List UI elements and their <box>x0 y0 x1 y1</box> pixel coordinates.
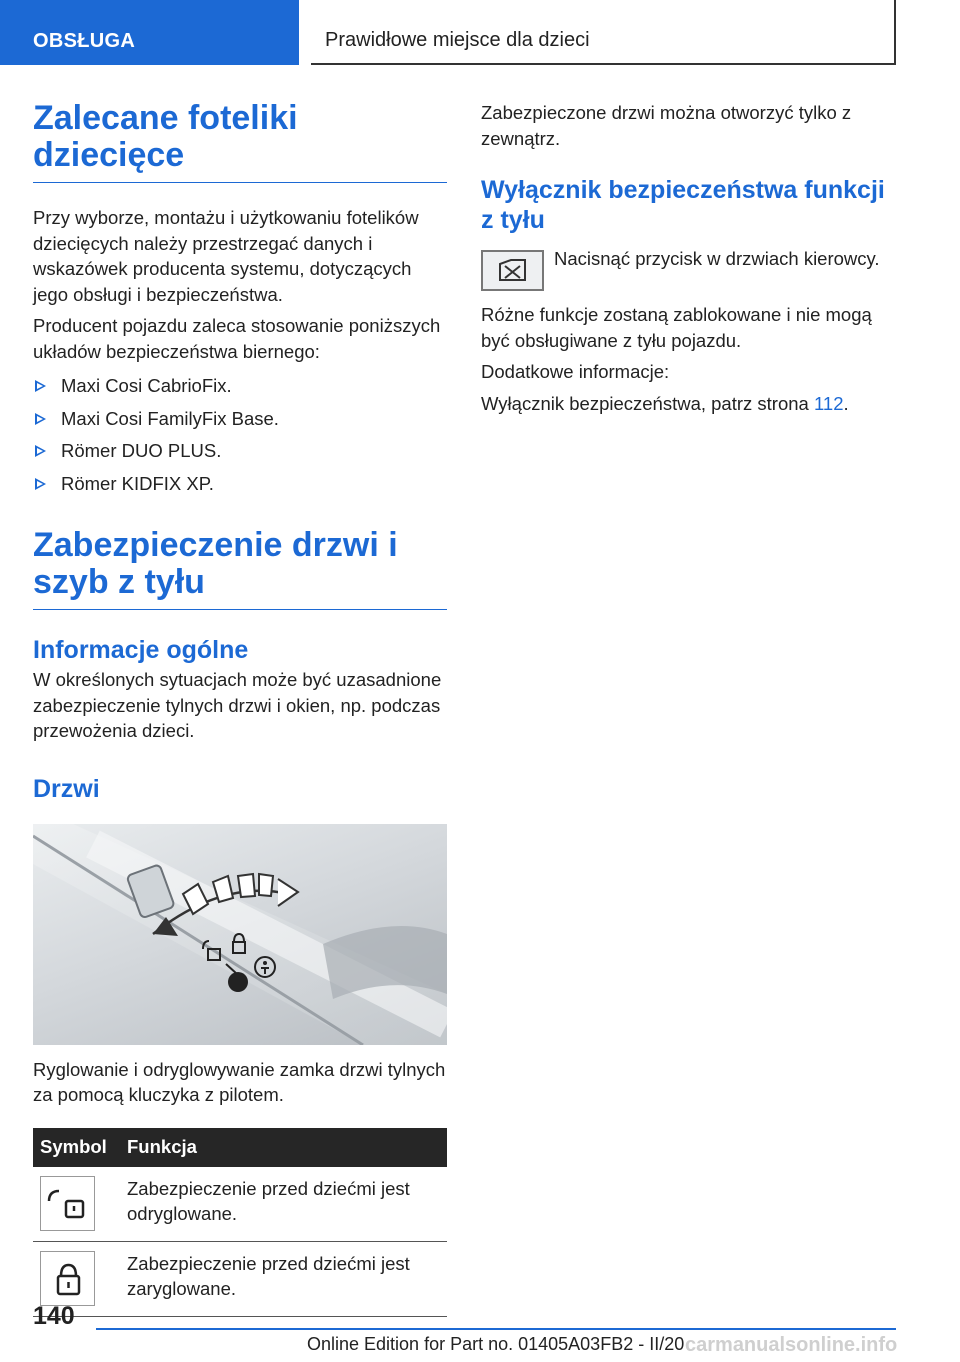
seat-list <box>33 373 447 496</box>
heading-doors: Drzwi <box>33 774 100 803</box>
heading-door-window-lock: Zabezpieczenie drzwi i szyb z tyłu <box>33 527 447 610</box>
door-lock-photo <box>33 824 447 1045</box>
table-row <box>33 1167 447 1242</box>
page-number: 140 <box>33 1302 75 1330</box>
section-tab: OBSŁUGA <box>0 0 299 65</box>
chapter-title: Prawidłowe miejsce dla dzieci <box>311 0 896 65</box>
locked-padlock-icon <box>40 1251 95 1306</box>
door-lock-illustration <box>33 824 447 1045</box>
left-column <box>33 100 447 1317</box>
paragraph-manufacturer-recommends: Producent pojazdu zaleca stosowanie poniższych układów bezpieczeństwa biernego: <box>33 315 441 362</box>
footer-edition: Online Edition for Part no. 01405A03FB2 - II/20 <box>307 1334 685 1354</box>
symbol-cell <box>33 1167 120 1242</box>
heading-general-info: Informacje ogólne <box>33 636 249 664</box>
bullet-triangle-icon <box>35 445 46 457</box>
heading-recommended-seats: Zalecane foteliki dziecięce <box>33 100 447 183</box>
table-row <box>33 1241 447 1316</box>
column-header-function: Funkcja <box>120 1128 447 1167</box>
list-item: Römer KIDFIX XP. <box>33 471 447 497</box>
paragraph-more-info: Dodatkowe informacje: <box>481 361 670 382</box>
paragraph-general-info: W określonych sytuacjach może być uzasadnione zabezpieczenie tylnych drzwi i okien, np. podczas przewożenia dzieci. <box>33 669 442 741</box>
paragraph-page-reference: Wyłącznik bezpieczeństwa, patrz strona 112. <box>481 392 849 414</box>
footer-divider <box>96 1328 896 1330</box>
paragraph-seat-instructions: Przy wyborze, montażu i użytkowaniu fotelików dziecięcych należy przestrzegać danych i wskazówek producenta systemu, dotyczących jego obsługi i bezpieczeństwa. <box>33 207 419 305</box>
table-header-row <box>33 1128 447 1167</box>
page-reference-link[interactable]: 112 <box>813 392 844 414</box>
list-item: Maxi Cosi CabrioFix. <box>33 373 447 399</box>
paragraph-functions-locked: Różne funkcje zostaną zablokowane i nie mogą być obsługiwane z tyłu pojazdu. <box>481 304 872 351</box>
symbol-table <box>33 1128 447 1317</box>
bullet-triangle-icon <box>35 478 46 490</box>
bullet-triangle-icon <box>35 413 46 425</box>
window-lock-button-icon <box>481 250 544 291</box>
function-cell: Zabezpieczenie przed dziećmi jest odryglowane. <box>120 1167 447 1242</box>
function-cell: Zabezpieczenie przed dziećmi jest zaryglowane. <box>120 1241 447 1316</box>
right-column <box>481 100 896 416</box>
photo-caption: Ryglowanie i odryglowywanie zamka drzwi tylnych za pomocą kluczyka z pilotem. <box>33 1058 446 1105</box>
switch-instruction <box>481 249 896 291</box>
paragraph-press-button: Nacisnąć przycisk w drzwiach kierowcy. <box>554 249 880 269</box>
list-item: Maxi Cosi FamilyFix Base. <box>33 406 447 432</box>
heading-safety-switch: Wyłącznik bezpieczeństwa funkcji z tyłu <box>481 176 885 234</box>
paragraph-doors-outside: Zabezpieczone drzwi można otworzyć tylko z zewnątrz. <box>481 102 852 149</box>
footer-watermark: carmanualsonline.info <box>685 1334 898 1356</box>
bullet-triangle-icon <box>35 380 46 392</box>
list-item: Römer DUO PLUS. <box>33 438 447 464</box>
column-header-symbol: Symbol <box>33 1128 120 1167</box>
unlocked-padlock-icon <box>40 1176 95 1231</box>
